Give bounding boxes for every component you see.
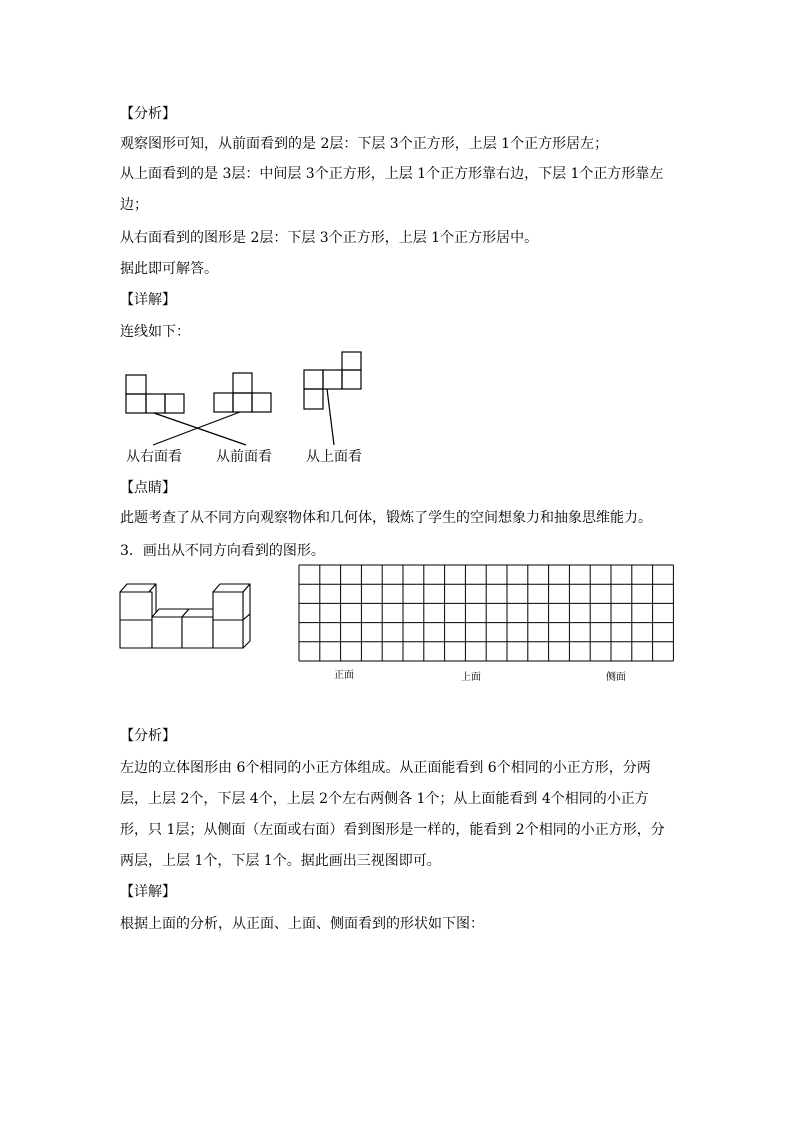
analysis-line-1: 观察图形可知，从前面看到的是 2层：下层 3个正方形，上层 1个正方形居左； [120, 136, 609, 152]
label-right-view: 从右面看 [126, 449, 182, 465]
front-view-square [214, 393, 233, 412]
analysis-line-3: 边； [120, 197, 148, 213]
cube-front-face [213, 620, 243, 648]
top-view-square [304, 389, 323, 409]
front-view-square [233, 393, 252, 412]
top-view-square [342, 370, 361, 389]
cube-front-face [120, 592, 152, 620]
analysis-line-2: 从上面看到的是 3层：中间层 3个正方形，上层 1个正方形靠右边，下层 1个正方形靠左 [120, 166, 664, 182]
q3-analysis-heading: 【分析】 [120, 728, 176, 744]
cube-front-face [152, 617, 182, 648]
right-view-square [146, 394, 165, 413]
q3-detail-heading: 【详解】 [120, 884, 176, 900]
cube-front-face [213, 592, 243, 620]
label-front-view: 从前面看 [216, 449, 272, 465]
cube-solid-figure [116, 580, 276, 660]
grid-label-top: 上面 [461, 672, 481, 683]
top-view-square [304, 370, 323, 389]
right-view-square [126, 394, 146, 413]
analysis-line-5: 据此即可解答。 [120, 261, 218, 277]
front-view-square [252, 393, 271, 412]
top-view-square [342, 352, 361, 370]
right-view-square [165, 394, 184, 413]
q3-detail-text: 根据上面的分析，从正面、上面、侧面看到的形状如下图： [120, 916, 484, 932]
question3-title: 3．画出从不同方向看到的图形。 [120, 543, 325, 559]
grid-label-side: 侧面 [606, 672, 626, 683]
analysis-heading: 【分析】 [120, 106, 176, 122]
drawing-grid [296, 562, 676, 692]
detail-heading: 【详解】 [120, 292, 176, 308]
q3-analysis-line-2: 层，上层 2个，下层 4个，上层 2个左右两侧各 1个；从上面能看到 4个相同的小正方 [120, 791, 649, 807]
label-top-view: 从上面看 [306, 449, 362, 465]
right-view-square [126, 375, 146, 394]
grid-label-front: 正面 [334, 670, 354, 681]
comment-heading: 【点睛】 [120, 480, 176, 496]
comment-text: 此题考查了从不同方向观察物体和几何体，锻炼了学生的空间想象力和抽象思维能力。 [120, 510, 652, 526]
top-view-square [323, 370, 342, 389]
cube-side-face [243, 614, 250, 648]
analysis-line-4: 从右面看到的图形是 2层：下层 3个正方形，上层 1个正方形居中。 [120, 230, 539, 246]
front-view-square [233, 373, 252, 393]
connector-line [327, 389, 334, 445]
q3-analysis-line-1: 左边的立体图形由 6个相同的小正方体组成。从正面能看到 6个相同的小正方形，分两 [120, 760, 651, 776]
detail-intro: 连线如下： [120, 324, 190, 340]
connector-line [154, 413, 246, 445]
q3-analysis-line-3: 形，只 1层；从侧面（左面或右面）看到图形是一样的，能看到 2个相同的小正方形，分 [120, 822, 665, 838]
cube-front-face [182, 617, 213, 648]
q3-analysis-line-4: 两层，上层 1个，下层 1个。据此画出三视图即可。 [120, 853, 441, 869]
cube-front-face [120, 620, 152, 648]
